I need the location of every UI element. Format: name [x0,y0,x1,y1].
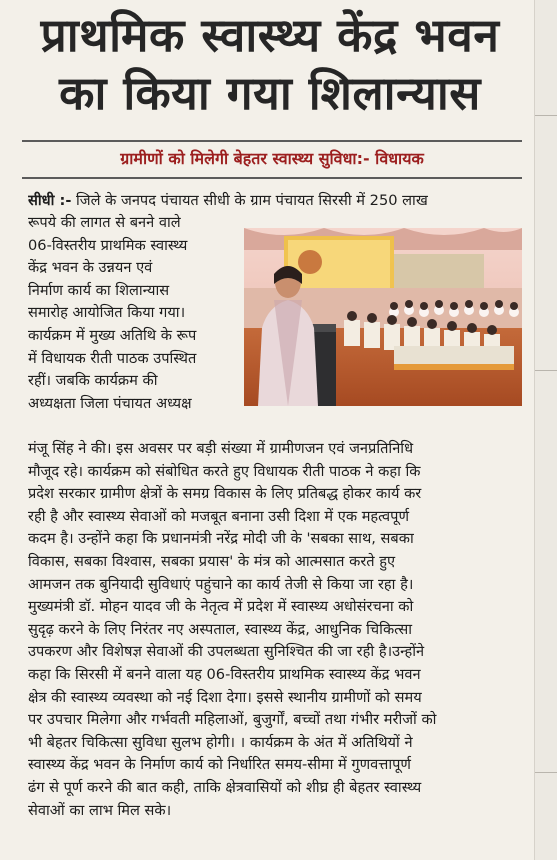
headline [14,6,526,122]
text-line: में विधायक रीती पाठक उपस्थित [28,349,197,367]
dateline: सीधी :- [28,192,72,209]
event-photo [244,228,522,406]
text-line: कदम है। उन्होंने कहा कि प्रधानमंत्री नरेंद्र मोदी जी के 'सबका साथ, सबका [28,530,414,548]
text-line: निर्माण कार्य का शिलान्यास [28,281,170,299]
text-line: उपकरण और विशेषज्ञ सेवाओं की उपलब्धता सुनिश्चित की जा रही है।उन्होंने [28,643,425,661]
subheadline: ग्रामीणों को मिलेगी बेहतर स्वास्थ्य सुविधा:- विधायक [120,149,424,168]
text-line: रूपये की लागत से बनने वाले [28,214,181,231]
text-line-content: जिले के जनपद पंचायत सीधी के ग्राम पंचायत सिरसी में 250 लाख [76,192,428,209]
article-main-column [28,438,524,822]
article-intro [28,190,524,213]
adjacent-column-edge [534,0,557,860]
text-line: आमजन तक बुनियादी सुविधाएं पहुंचाने का कार्य तेजी से किया जा रहा है। [28,575,414,593]
event-photo-illustration [244,228,522,406]
headline-line-2: का किया गया शिलान्यास [59,66,481,120]
text-line: कहा कि सिरसी में बनने वाला यह 06-विस्तरीय प्राथमिक स्वास्थ्य केंद्र भवन [28,665,421,683]
text-line: मुख्यमंत्री डॉ. मोहन यादव जी के नेतृत्व में प्रदेश में स्वास्थ्य अधोसंरचना को [28,598,414,616]
text-line [28,190,524,213]
edge-rule [535,370,557,371]
text-line: प्रदेश सरकार ग्रामीण क्षेत्रों के समग्र विकास के लिए प्रतिबद्ध होकर कार्य कर [28,485,422,503]
text-line: भी बेहतर चिकित्सा सुविधा सुलभ होगी। । कार्यक्रम के अंत में अतिथियों ने [28,733,413,751]
text-line: कार्यक्रम में मुख्य अतिथि के रूप [28,326,197,344]
headline-line-1: प्राथमिक स्वास्थ्य केंद्र भवन [40,8,500,62]
text-line: अध्यक्षता जिला पंचायत अध्यक्ष [28,394,192,412]
text-line: सेवाओं का लाभ मिल सके। [28,801,172,819]
text-line: रही है और स्वास्थ्य सेवाओं को मजबूत बनाना उसी दिशा में एक महत्वपूर्ण [28,507,410,525]
text-line: क्षेत्र की स्वास्थ्य व्यवस्था को नई दिशा देगा। इससे स्थानीय ग्रामीणों को समय [28,688,422,706]
text-line: स्वास्थ्य केंद्र भवन के निर्माण कार्य को निर्धारित समय-सीमा में गुणवत्तापूर्ण [28,756,411,774]
text-line: 06-विस्तरीय प्राथमिक स्वास्थ्य [28,236,188,254]
text-line: विकास, सबका विश्वास, सबका प्रयास' के मंत्र को आत्मसात करते हुए [28,552,396,570]
edge-rule [535,772,557,773]
text-line: रहीं। जबकि कार्यक्रम की [28,372,158,390]
subheadline-rule-bottom [22,177,522,179]
text-line: मौजूद रहे। कार्यक्रम को संबोधित करते हुए विधायक रीती पाठक ने कहा कि [28,462,421,480]
edge-rule [535,115,557,116]
text-line: पर उपचार मिलेगा और गर्भवती महिलाओं, बुजुर्गों, बच्चों तथा गंभीर मरीजों को [28,711,437,729]
text-line: सुदृढ़ करने के लिए निरंतर नए अस्पताल, स्वास्थ्य केंद्र, आधुनिक चिकित्सा [28,620,412,638]
text-line: समारोह आयोजित किया गया। [28,304,186,322]
text-line: ढंग से पूर्ण करने की बात कही, ताकि क्षेत्रवासियों को शीघ्र ही बेहतर स्वास्थ्य [28,778,422,796]
text-line: केंद्र भवन के उन्नयन एवं [28,259,153,277]
text-line: मंजू सिंह ने की। इस अवसर पर बड़ी संख्या में ग्रामीणजन एवं जनप्रतिनिधि [28,440,414,457]
article-left-column [28,212,250,415]
